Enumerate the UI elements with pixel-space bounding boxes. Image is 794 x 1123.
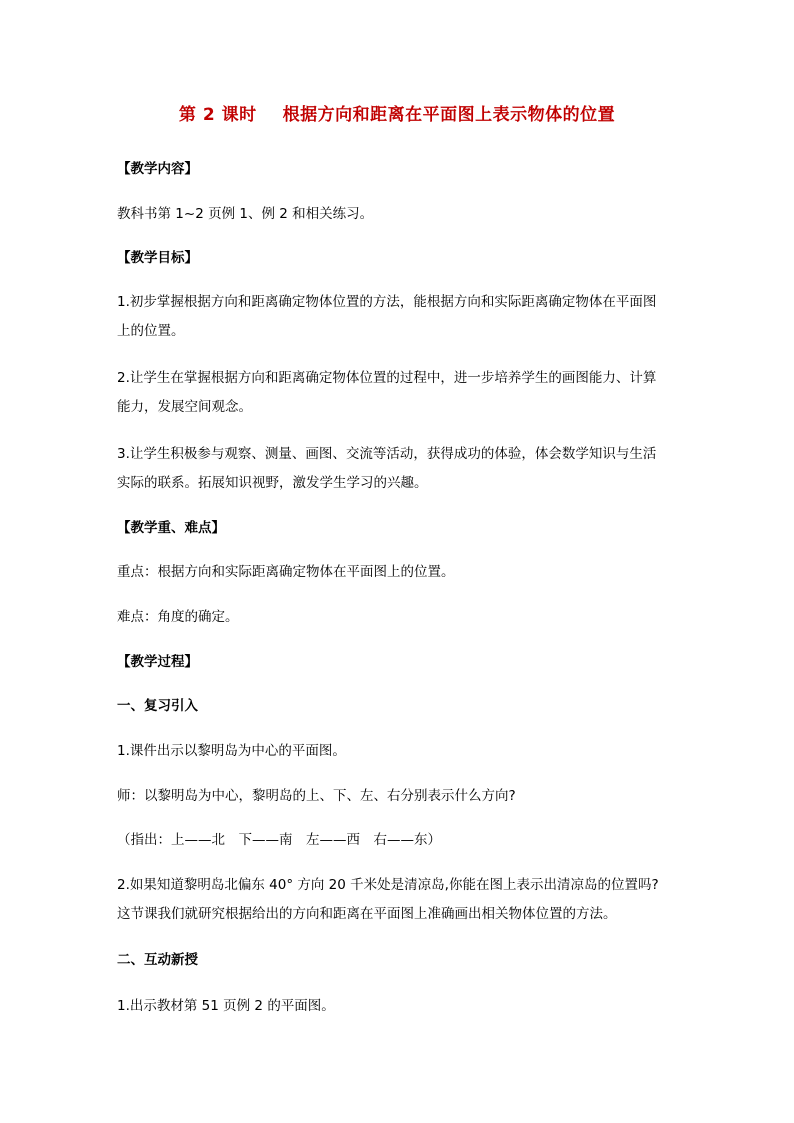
teaching-content-text: 教科书第 1~2 页例 1、例 2 和相关练习。 bbox=[117, 206, 374, 222]
process-paragraph-1: 1.课件出示以黎明岛为中心的平面图。 bbox=[117, 743, 346, 759]
key-point-text: 重点：根据方向和实际距离确定物体在平面图上的位置。 bbox=[117, 564, 455, 580]
part-1-heading: 一、复习引入 bbox=[117, 698, 198, 714]
teaching-goals-heading: 【教学目标】 bbox=[117, 250, 198, 266]
process-paragraph-2: 师：以黎明岛为中心，黎明岛的上、下、左、右分别表示什么方向? bbox=[117, 788, 516, 804]
process-paragraph-5: 1.出示教材第 51 页例 2 的平面图。 bbox=[117, 998, 335, 1014]
goal-1-line-1: 1.初步掌握根据方向和距离确定物体位置的方法，能根据方向和实际距离确定物体在平面图 bbox=[117, 294, 657, 310]
difficult-point-text: 难点：角度的确定。 bbox=[117, 609, 239, 625]
goal-3-line-2: 实际的联系。拓展知识视野，激发学生学习的兴趣。 bbox=[117, 475, 428, 491]
process-paragraph-4-line-2: 这节课我们就研究根据给出的方向和距离在平面图上准确画出相关物体位置的方法。 bbox=[117, 906, 617, 922]
teaching-content-heading: 【教学内容】 bbox=[117, 161, 198, 177]
document-title bbox=[0, 102, 794, 128]
goal-2-line-2: 能力，发展空间观念。 bbox=[117, 399, 252, 415]
teaching-process-heading: 【教学过程】 bbox=[117, 654, 198, 670]
key-difficult-heading: 【教学重、难点】 bbox=[117, 520, 225, 536]
process-paragraph-3: （指出：上——北 下——南 左——西 右——东） bbox=[117, 832, 441, 848]
goal-3-line-1: 3.让学生积极参与观察、测量、画图、交流等活动，获得成功的体验，体会数学知识与生活 bbox=[117, 446, 657, 462]
goal-2-line-1: 2.让学生在掌握根据方向和距离确定物体位置的过程中，进一步培养学生的画图能力、计算 bbox=[117, 370, 657, 386]
process-paragraph-4-line-1: 2.如果知道黎明岛北偏东 40° 方向 20 千米处是清凉岛,你能在图上表示出清凉岛的位置吗? bbox=[117, 877, 659, 893]
lesson-topic: 根据方向和距离在平面图上表示物体的位置 bbox=[282, 105, 616, 125]
part-2-heading: 二、互动新授 bbox=[117, 952, 198, 968]
goal-1-line-2: 上的位置。 bbox=[117, 323, 185, 339]
lesson-number: 第 2 课时 bbox=[178, 105, 257, 125]
